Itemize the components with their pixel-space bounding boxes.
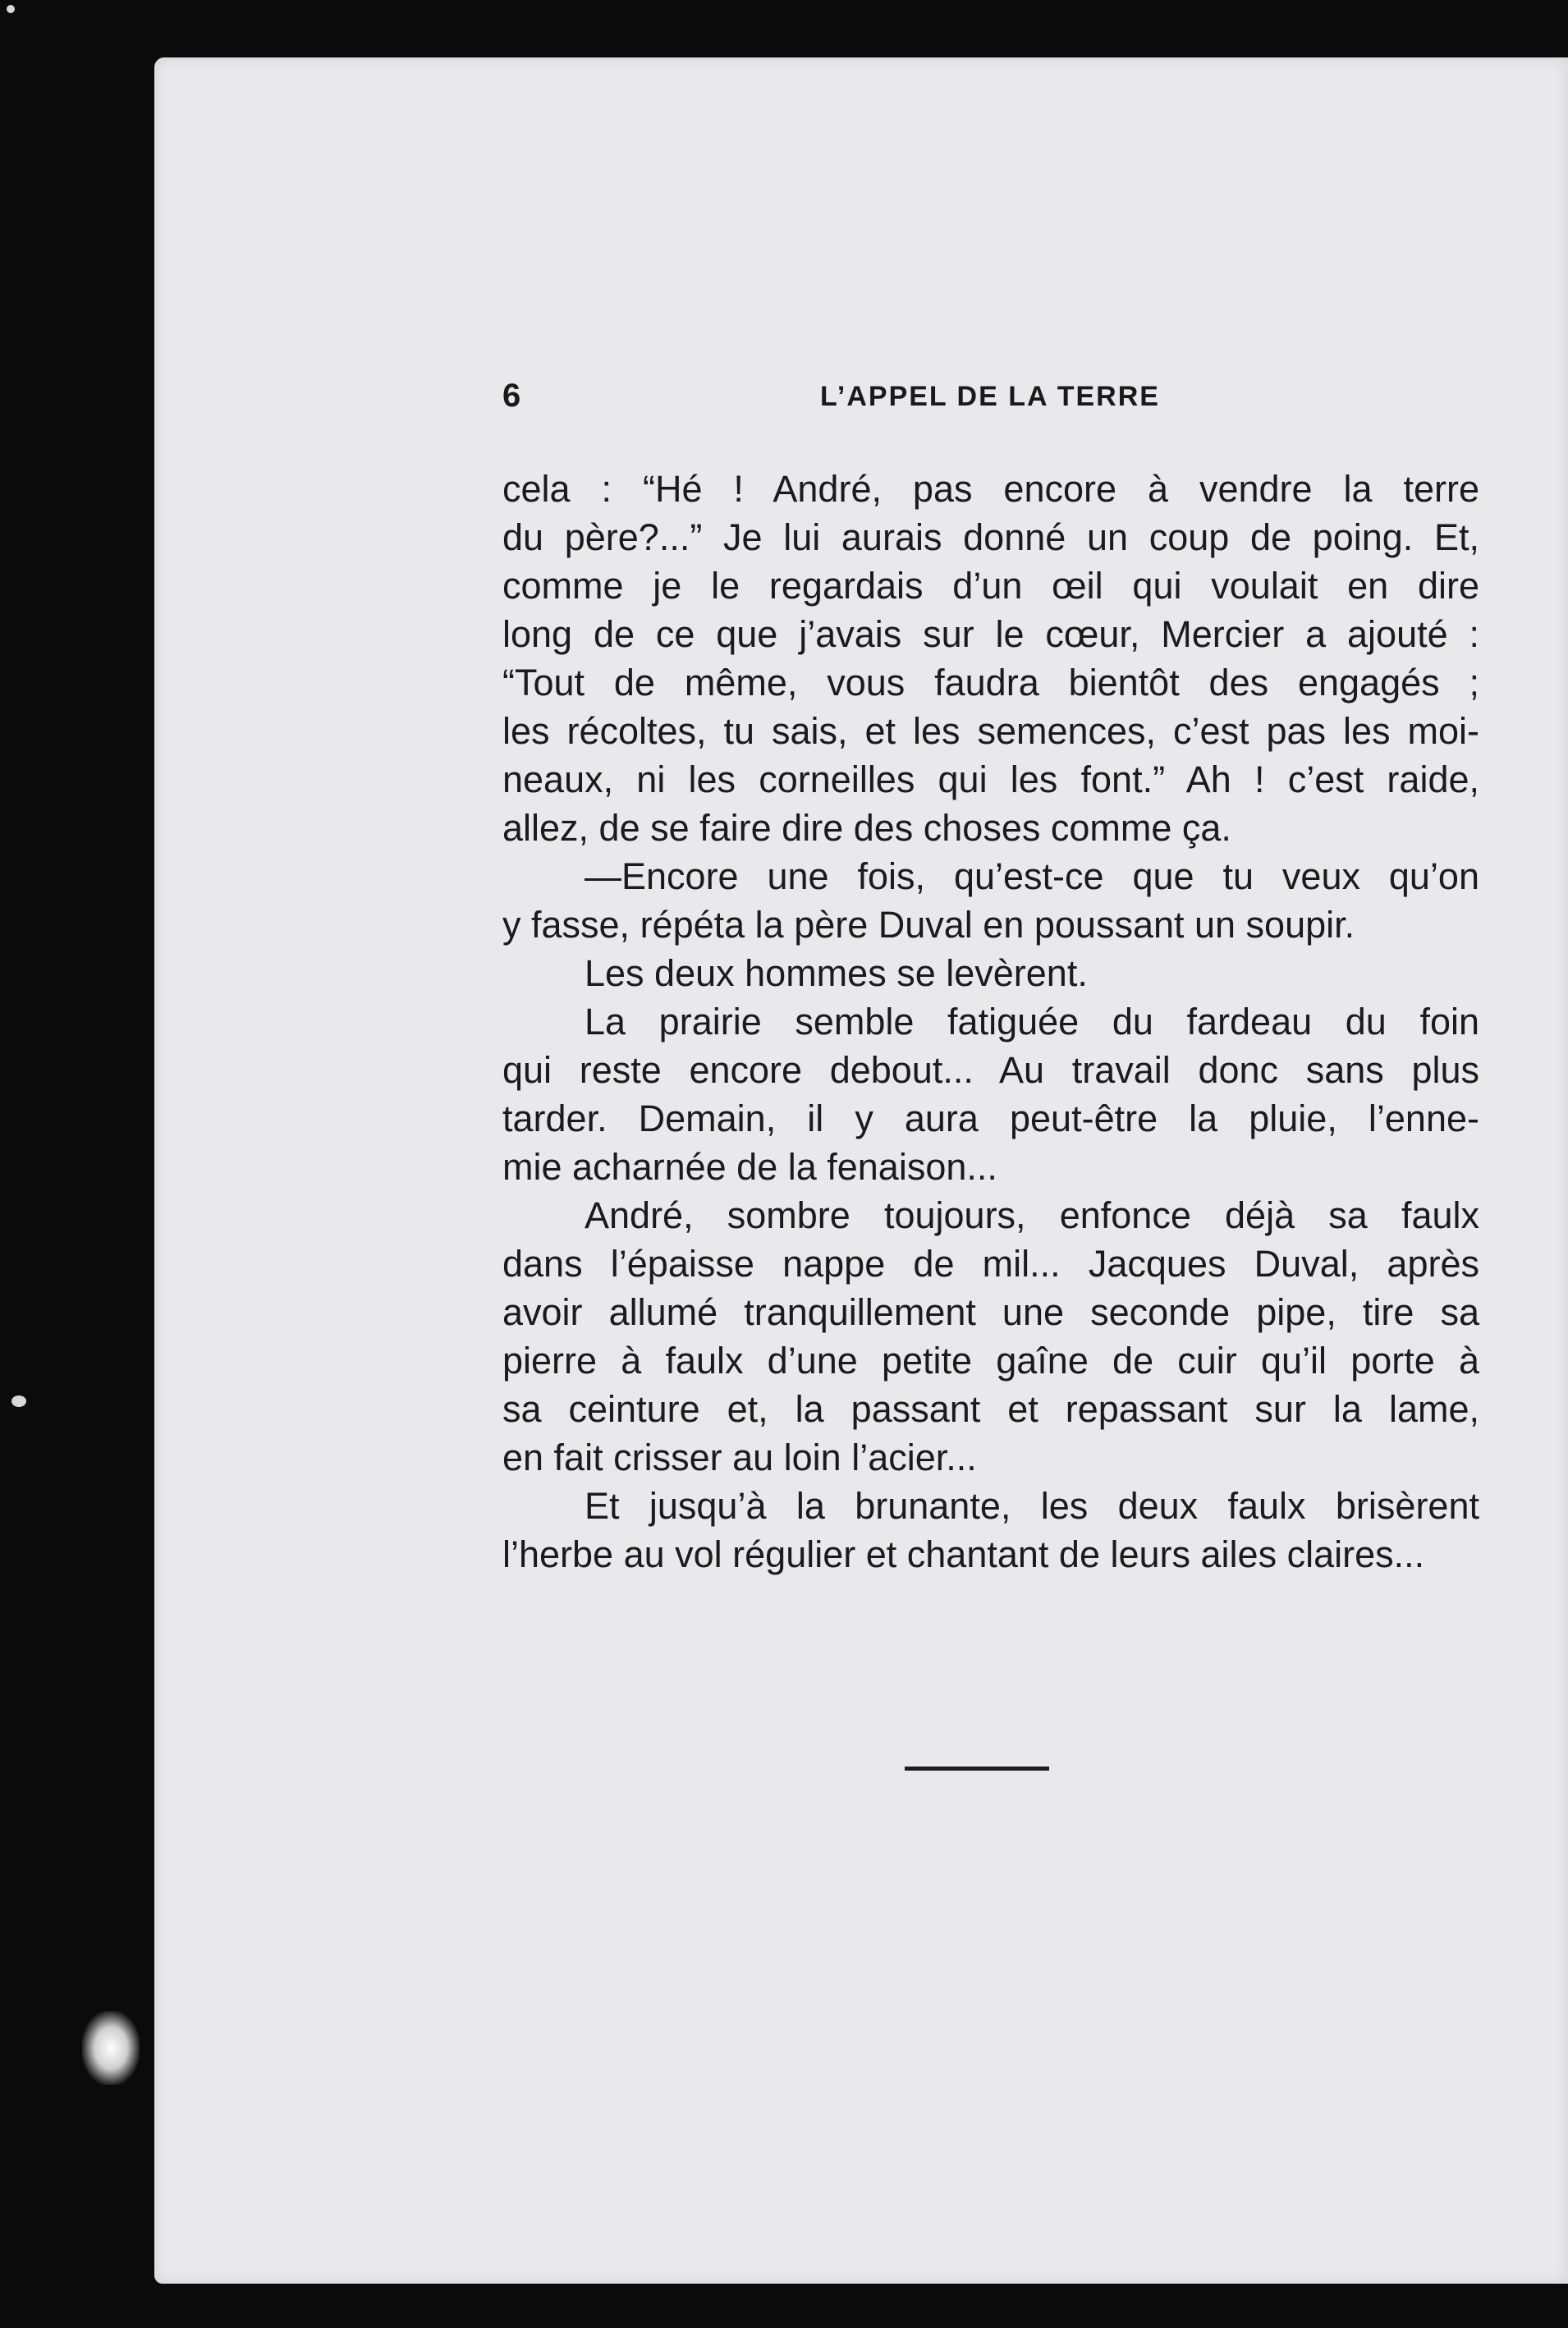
text-line: long de ce que j’avais sur le cœur, Mercier a ajouté :	[502, 613, 1479, 655]
scan-speck	[7, 5, 15, 13]
text-line: Et jusqu’à la brunante, les deux faulx brisèrent	[585, 1485, 1479, 1527]
text-line: mie acharnée de la fenaison...	[502, 1146, 997, 1188]
text-line: y fasse, répéta la père Duval en poussant un soupir.	[502, 904, 1355, 946]
text-line: cela : “Hé ! André, pas encore à vendre la terre	[502, 468, 1479, 510]
text-line: neaux, ni les corneilles qui les font.” Ah ! c’est raide,	[502, 758, 1479, 800]
page-number: 6	[502, 378, 522, 414]
scan-speck	[11, 1395, 26, 1407]
text-line: —Encore une fois, qu’est-ce que tu veux qu’on	[585, 855, 1479, 897]
scan-glare	[82, 2011, 140, 2085]
section-separator-rule	[905, 1767, 1049, 1771]
text-line: en fait crisser au loin l’acier...	[502, 1437, 977, 1478]
text-line: du père?...” Je lui aurais donné un coup de poing. Et,	[502, 516, 1479, 558]
text-line: qui reste encore debout... Au travail donc sans plus	[502, 1049, 1479, 1091]
running-head-title: L’APPEL DE LA TERRE	[820, 381, 1160, 412]
text-line: La prairie semble fatiguée du fardeau du foin	[585, 1001, 1479, 1043]
text-line: avoir allumé tranquillement une seconde pipe, tire sa	[502, 1291, 1479, 1333]
body-text	[502, 465, 1479, 1579]
page-header	[502, 378, 1471, 427]
text-line: tarder. Demain, il y aura peut-être la pluie, l’enne-	[502, 1098, 1479, 1139]
text-line: André, sombre toujours, enfonce déjà sa faulx	[585, 1194, 1479, 1236]
text-line: l’herbe au vol régulier et chantant de leurs ailes claires...	[502, 1533, 1425, 1575]
text-line: allez, de se faire dire des choses comme ça.	[502, 807, 1231, 849]
text-line: Les deux hommes se levèrent.	[585, 952, 1088, 994]
text-line: pierre à faulx d’une petite gaîne de cuir qu’il porte à	[502, 1340, 1479, 1382]
text-line: “Tout de même, vous faudra bientôt des engagés ;	[502, 662, 1479, 703]
text-line: dans l’épaisse nappe de mil... Jacques Duval, après	[502, 1243, 1479, 1285]
text-line: comme je le regardais d’un œil qui voulait en dire	[502, 565, 1479, 607]
text-line: les récoltes, tu sais, et les semences, c’est pas les moi-	[502, 710, 1479, 752]
text-line: sa ceinture et, la passant et repassant sur la lame,	[502, 1388, 1479, 1430]
